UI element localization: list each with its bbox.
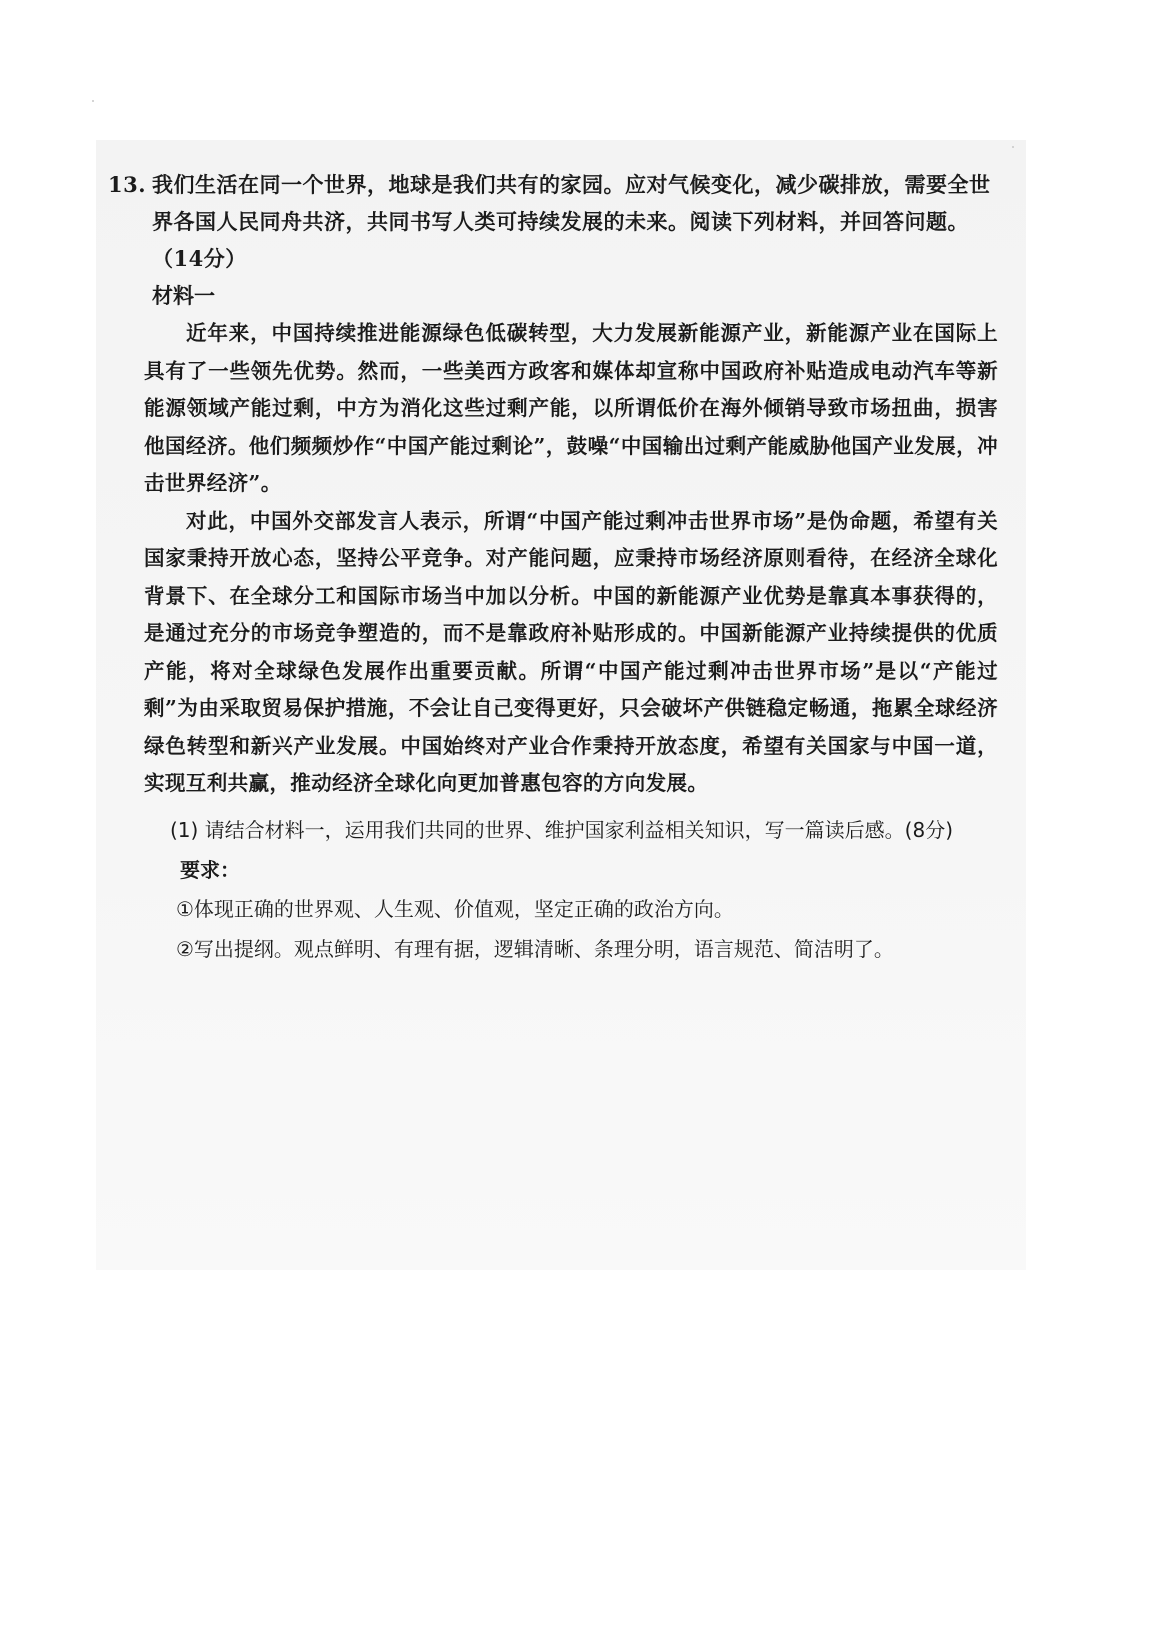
scan-speck <box>92 100 94 102</box>
sub-question-1: (1) 请结合材料一，运用我们共同的世界、维护国家利益相关知识，写一篇读后感。(8分) <box>170 817 954 842</box>
question-13 <box>108 166 998 969</box>
requirements-title: 要求： <box>180 857 240 882</box>
scan-speck <box>1012 146 1014 148</box>
requirement-item-2: ②写出提纲。观点鲜明、有理有据，逻辑清晰、条理分明，语言规范、简洁明了。 <box>176 936 894 961</box>
question-stem-block <box>108 166 998 277</box>
requirement-item-1: ①体现正确的世界观、人生观、价值观，坚定正确的政治方向。 <box>176 896 734 921</box>
question-number: 13. <box>108 172 147 197</box>
material-paragraph-2: 对此，中国外交部发言人表示，所谓“中国产能过剩冲击世界市场”是伪命题，希望有关国家秉持开放心态，坚持公平竞争。对产能问题，应秉持市场经济原则看待，在经济全球化背景下、在全球分工和国际市场当中加以分析。中国的新能源产业优势是靠真本事获得的，是通过充分的市场竞争塑造的，而不是靠政府补贴形成的。中国新能源产业持续提供的优质产能，将对全球绿色发展作出重要贡献。所谓“中国产能过剩冲击世界市场”是以“产能过剩”为由采取贸易保护措施，不会让自己变得更好，只会破坏产供链稳定畅通，拖累全球经济绿色转型和新兴产业发展。中国始终对产业合作秉持开放态度，希望有关国家与中国一道，实现互利共赢，推动经济全球化向更加普惠包容的方向发展。 <box>144 508 998 795</box>
question-stem: 我们生活在同一个世界，地球是我们共有的家园。应对气候变化，减少碳排放，需要全世界各国人民同舟共济，共同书写人类可持续发展的未来。阅读下列材料，并回答问题。（14分） <box>152 172 991 271</box>
material-paragraph-1: 近年来，中国持续推进能源绿色低碳转型，大力发展新能源产业，新能源产业在国际上具有了一些领先优势。然而，一些美西方政客和媒体却宣称中国政府补贴造成电动汽车等新能源领域产能过剩，中方为消化这些过剩产能，以所谓低价在海外倾销导致市场扭曲，损害他国经济。他们频频炒作“中国产能过剩论”，鼓噪“中国输出过剩产能威胁他国产业发展，冲击世界经济”。 <box>144 321 998 495</box>
material-title: 材料一 <box>152 283 215 308</box>
